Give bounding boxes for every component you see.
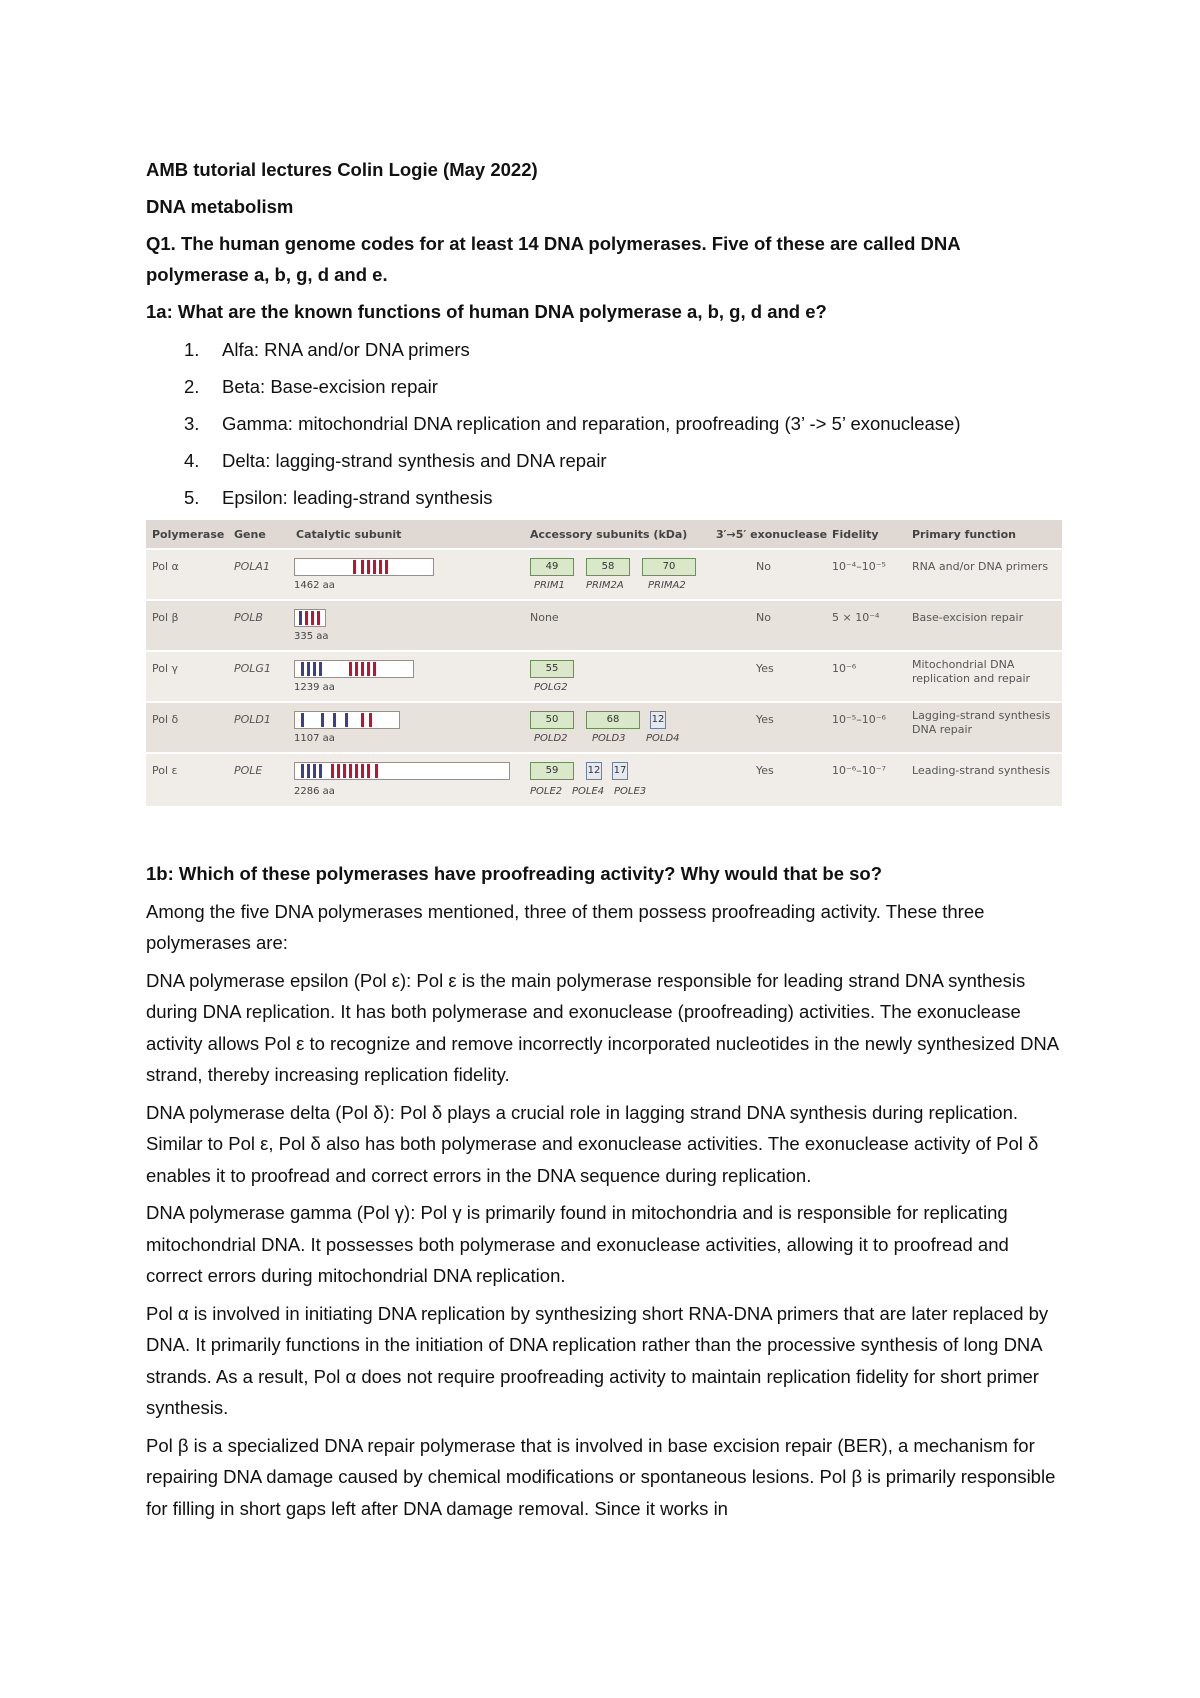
- cell-gene: POLB: [234, 611, 263, 624]
- cell-gene: POLG1: [234, 662, 271, 675]
- cell-function: Base-excision repair: [912, 611, 1024, 624]
- header-accessory-subunits: Accessory subunits (kDa): [530, 528, 688, 541]
- cell-aa-length: 1107 aa: [294, 733, 335, 744]
- catalytic-subunit-bar: [294, 609, 326, 627]
- subunit-box: 58: [586, 558, 630, 576]
- subunit-gene: PRIMA2: [648, 580, 686, 591]
- cell-exonuclease: No: [756, 611, 771, 624]
- cell-polymerase: Pol γ: [152, 662, 179, 675]
- table-row: [146, 650, 1062, 701]
- cell-polymerase: Pol β: [152, 611, 179, 624]
- cell-fidelity: 10⁻⁶–10⁻⁷: [832, 764, 886, 777]
- subunit-gene: PRIM1: [534, 580, 565, 591]
- list-number: 5.: [184, 487, 200, 508]
- header-fidelity: Fidelity: [832, 528, 879, 541]
- subunit-box: 50: [530, 711, 574, 729]
- subunit-box: 70: [642, 558, 696, 576]
- cell-aa-length: 1239 aa: [294, 682, 335, 693]
- cell-exonuclease: Yes: [756, 764, 774, 777]
- header-exonuclease: 3′→5′ exonuclease: [716, 528, 828, 541]
- paragraph: DNA polymerase gamma (Pol γ): Pol γ is primarily found in mitochondria and is responsible for replicating mitochondrial DNA. It possesses both polymerase and exonuclease activities, allowing it to proofread and correct errors during mitochondrial DNA replication.: [146, 1202, 1009, 1286]
- paragraph: Pol β is a specialized DNA repair polymerase that is involved in base excision repair (BER), a mechanism for repairing DNA damage caused by chemical modifications or spontaneous lesions. Pol β is primarily responsible for filling in short gaps left after DNA damage removal. Since it works in: [146, 1434, 1056, 1519]
- list-item: [146, 479, 1066, 516]
- header-polymerase: Polymerase: [152, 528, 225, 541]
- table-row: [146, 701, 1062, 752]
- question-q1: Q1. The human genome codes for at least 14 DNA polymerases. Five of these are called DNA polymerase a, b, g, d and e.: [146, 233, 960, 285]
- list-number: 1.: [184, 339, 200, 360]
- header-block: [146, 154, 1066, 516]
- cell-polymerase: Pol α: [152, 560, 179, 573]
- list-text: Epsilon: leading-strand synthesis: [222, 487, 493, 508]
- list-text: Beta: Base-excision repair: [222, 376, 438, 397]
- subunit-gene: PRIM2A: [586, 580, 624, 591]
- subunit-gene: POLG2: [534, 682, 568, 693]
- list-text: Delta: lagging-strand synthesis and DNA repair: [222, 450, 607, 471]
- list-number: 2.: [184, 376, 200, 397]
- question-1b: 1b: Which of these polymerases have proofreading activity? Why would that be so?: [146, 863, 883, 884]
- cell-polymerase: Pol δ: [152, 713, 179, 726]
- subunit-box: 49: [530, 558, 574, 576]
- catalytic-subunit-bar: [294, 660, 414, 678]
- catalytic-subunit-bar: [294, 762, 510, 780]
- subunit-box: 55: [530, 660, 574, 678]
- cell-fidelity: 10⁻⁴–10⁻⁵: [832, 560, 886, 573]
- cell-function: Lagging-strand synthesis DNA repair: [912, 709, 1051, 736]
- answer-list: [146, 331, 1066, 516]
- subunit-gene: POLE3: [614, 786, 647, 797]
- table-row: [146, 548, 1062, 599]
- header-catalytic-subunit: Catalytic subunit: [296, 528, 402, 541]
- cell-aa-length: 335 aa: [294, 631, 329, 642]
- cell-subunits-none: None: [530, 611, 559, 624]
- list-item: [146, 405, 1066, 442]
- cell-polymerase: Pol ε: [152, 764, 178, 777]
- table-row: [146, 599, 1062, 650]
- subunit-box: 12: [586, 762, 602, 780]
- paragraph: Among the five DNA polymerases mentioned, three of them possess proofreading activity. These three polymerases are:: [146, 900, 985, 953]
- paragraph: DNA polymerase epsilon (Pol ε): Pol ε is the main polymerase responsible for leading strand DNA synthesis during DNA replication. It has both polymerase and exonuclease (proofreading) activities. The exonuclease activity allows Pol ε to recognize and remove incorrectly incorporated nucleotides in the newly synthesized DNA strand, thereby increasing replication fidelity.: [146, 969, 1059, 1085]
- subunit-box: 59: [530, 762, 574, 780]
- cell-exonuclease: No: [756, 560, 771, 573]
- header-gene: Gene: [234, 528, 266, 541]
- subunit-gene: POLE4: [572, 786, 605, 797]
- cell-gene: POLA1: [234, 560, 270, 573]
- subunit-box: 17: [612, 762, 628, 780]
- subunit-gene: POLD2: [534, 733, 568, 744]
- header-primary-function: Primary function: [912, 528, 1016, 541]
- table-header: [146, 520, 1062, 548]
- cell-aa-length: 1462 aa: [294, 580, 335, 591]
- subunit-gene: POLD4: [646, 733, 680, 744]
- list-text: Gamma: mitochondrial DNA replication and reparation, proofreading (3’ -> 5’ exonuclease): [222, 413, 961, 434]
- cell-function: Leading-strand synthesis: [912, 764, 1050, 777]
- list-number: 4.: [184, 450, 200, 471]
- subunit-gene: POLE2: [530, 786, 563, 797]
- table-row: [146, 752, 1062, 806]
- list-number: 3.: [184, 413, 200, 434]
- subunit-box: 68: [586, 711, 640, 729]
- cell-aa-length: 2286 aa: [294, 786, 335, 797]
- cell-exonuclease: Yes: [756, 662, 774, 675]
- cell-function: Mitochondrial DNA replication and repair: [912, 658, 1031, 685]
- list-item: [146, 331, 1066, 368]
- catalytic-subunit-bar: [294, 711, 400, 729]
- paragraph: Pol α is involved in initiating DNA replication by synthesizing short RNA-DNA primers that are later replaced by DNA. It primarily functions in the initiation of DNA replication rather than the processive synthesis of long DNA strands. As a result, Pol α does not require proofreading activity to maintain replication fidelity for short primer synthesis.: [146, 1302, 1049, 1418]
- cell-gene: POLE: [234, 764, 263, 777]
- list-item: [146, 368, 1066, 405]
- catalytic-subunit-bar: [294, 558, 434, 576]
- cell-exonuclease: Yes: [756, 713, 774, 726]
- cell-function: RNA and/or DNA primers: [912, 560, 1049, 573]
- list-item: [146, 442, 1066, 479]
- paragraph: DNA polymerase delta (Pol δ): Pol δ plays a crucial role in lagging strand DNA synthesis during replication. Similar to Pol ε, Pol δ also has both polymerase and exonuclease activities. The exonuclease activity of Pol δ enables it to proofread and correct errors in the DNA sequence during replication.: [146, 1101, 1039, 1186]
- list-text: Alfa: RNA and/or DNA primers: [222, 339, 470, 360]
- document-subtitle: DNA metabolism: [146, 196, 294, 217]
- cell-fidelity: 10⁻⁵–10⁻⁶: [832, 713, 886, 726]
- cell-fidelity: 10⁻⁶: [832, 662, 857, 675]
- cell-fidelity: 5 × 10⁻⁴: [832, 611, 880, 624]
- document-title: AMB tutorial lectures Colin Logie (May 2022): [146, 159, 538, 180]
- subunit-box: 12: [650, 711, 666, 729]
- subunit-gene: POLD3: [592, 733, 626, 744]
- answer-1b-block: [146, 858, 1066, 1530]
- cell-gene: POLD1: [234, 713, 271, 726]
- question-1a: 1a: What are the known functions of human DNA polymerase a, b, g, d and e?: [146, 301, 827, 322]
- polymerase-table: [146, 520, 1062, 806]
